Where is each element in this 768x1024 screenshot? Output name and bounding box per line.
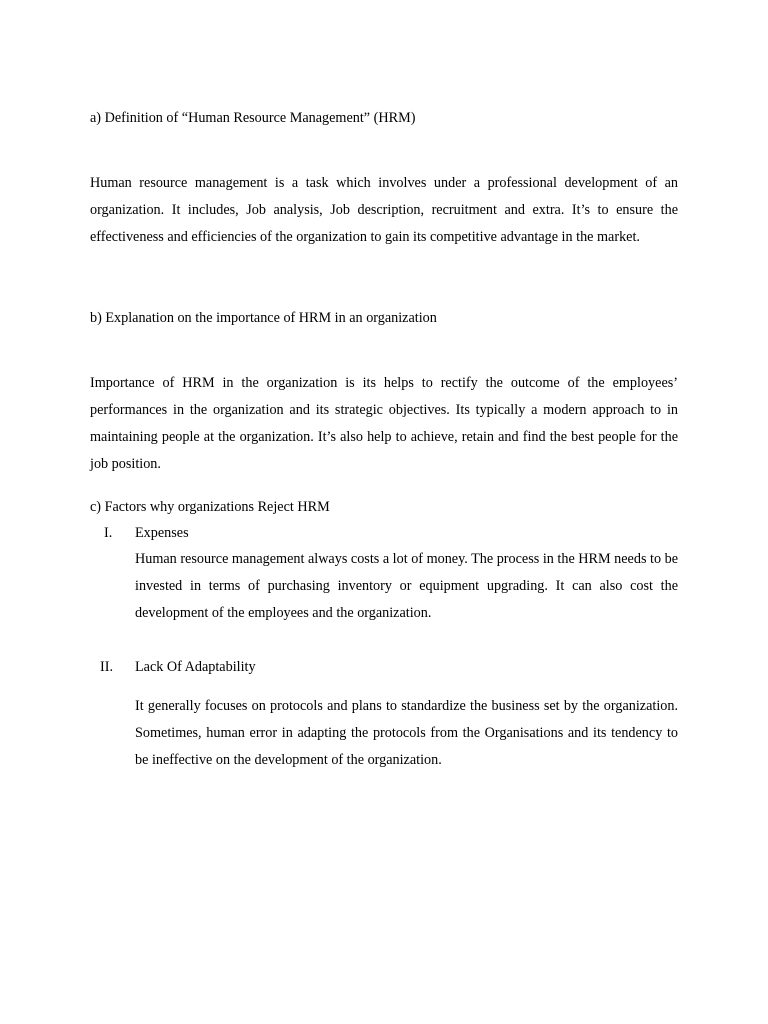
section-c-heading: c) Factors why organizations Reject HRM — [90, 499, 330, 515]
section-a-paragraph: Human resource management is a task which involves under a professional development of an organization. It includes, Job analysis, Job description, recruitment and extra. It’s to ensure the effectiveness and efficiencies of the organization to gain its competitive advantage in the market. — [90, 175, 678, 245]
section-b-heading: b) Explanation on the importance of HRM in an organization — [90, 310, 437, 326]
section-b-paragraph: Importance of HRM in the organization is its helps to rectify the outcome of the employees’ performances in the organization and its strategic objectives. Its typically a modern approach to in maintaining people at the organization. It’s also help to achieve, retain and find the best people for the job position. — [90, 375, 678, 472]
section-a-heading: a) Definition of “Human Resource Management” (HRM) — [90, 110, 416, 126]
list-item-numeral: II. — [100, 659, 113, 675]
list-item-paragraph: Human resource management always costs a lot of money. The process in the HRM needs to be invested in terms of purchasing inventory or equipment upgrading. It can also cost the development of the employees and the organization. — [135, 551, 678, 621]
list-item-title: Expenses — [135, 525, 189, 541]
list-item-numeral: I. — [104, 525, 113, 541]
list-item-paragraph: It generally focuses on protocols and plans to standardize the business set by the organization. Sometimes, human error in adapting the protocols from the Organisations and its tendency to be ineffective on the development of the organization. — [135, 698, 678, 768]
list-item-title: Lack Of Adaptability — [135, 659, 256, 675]
